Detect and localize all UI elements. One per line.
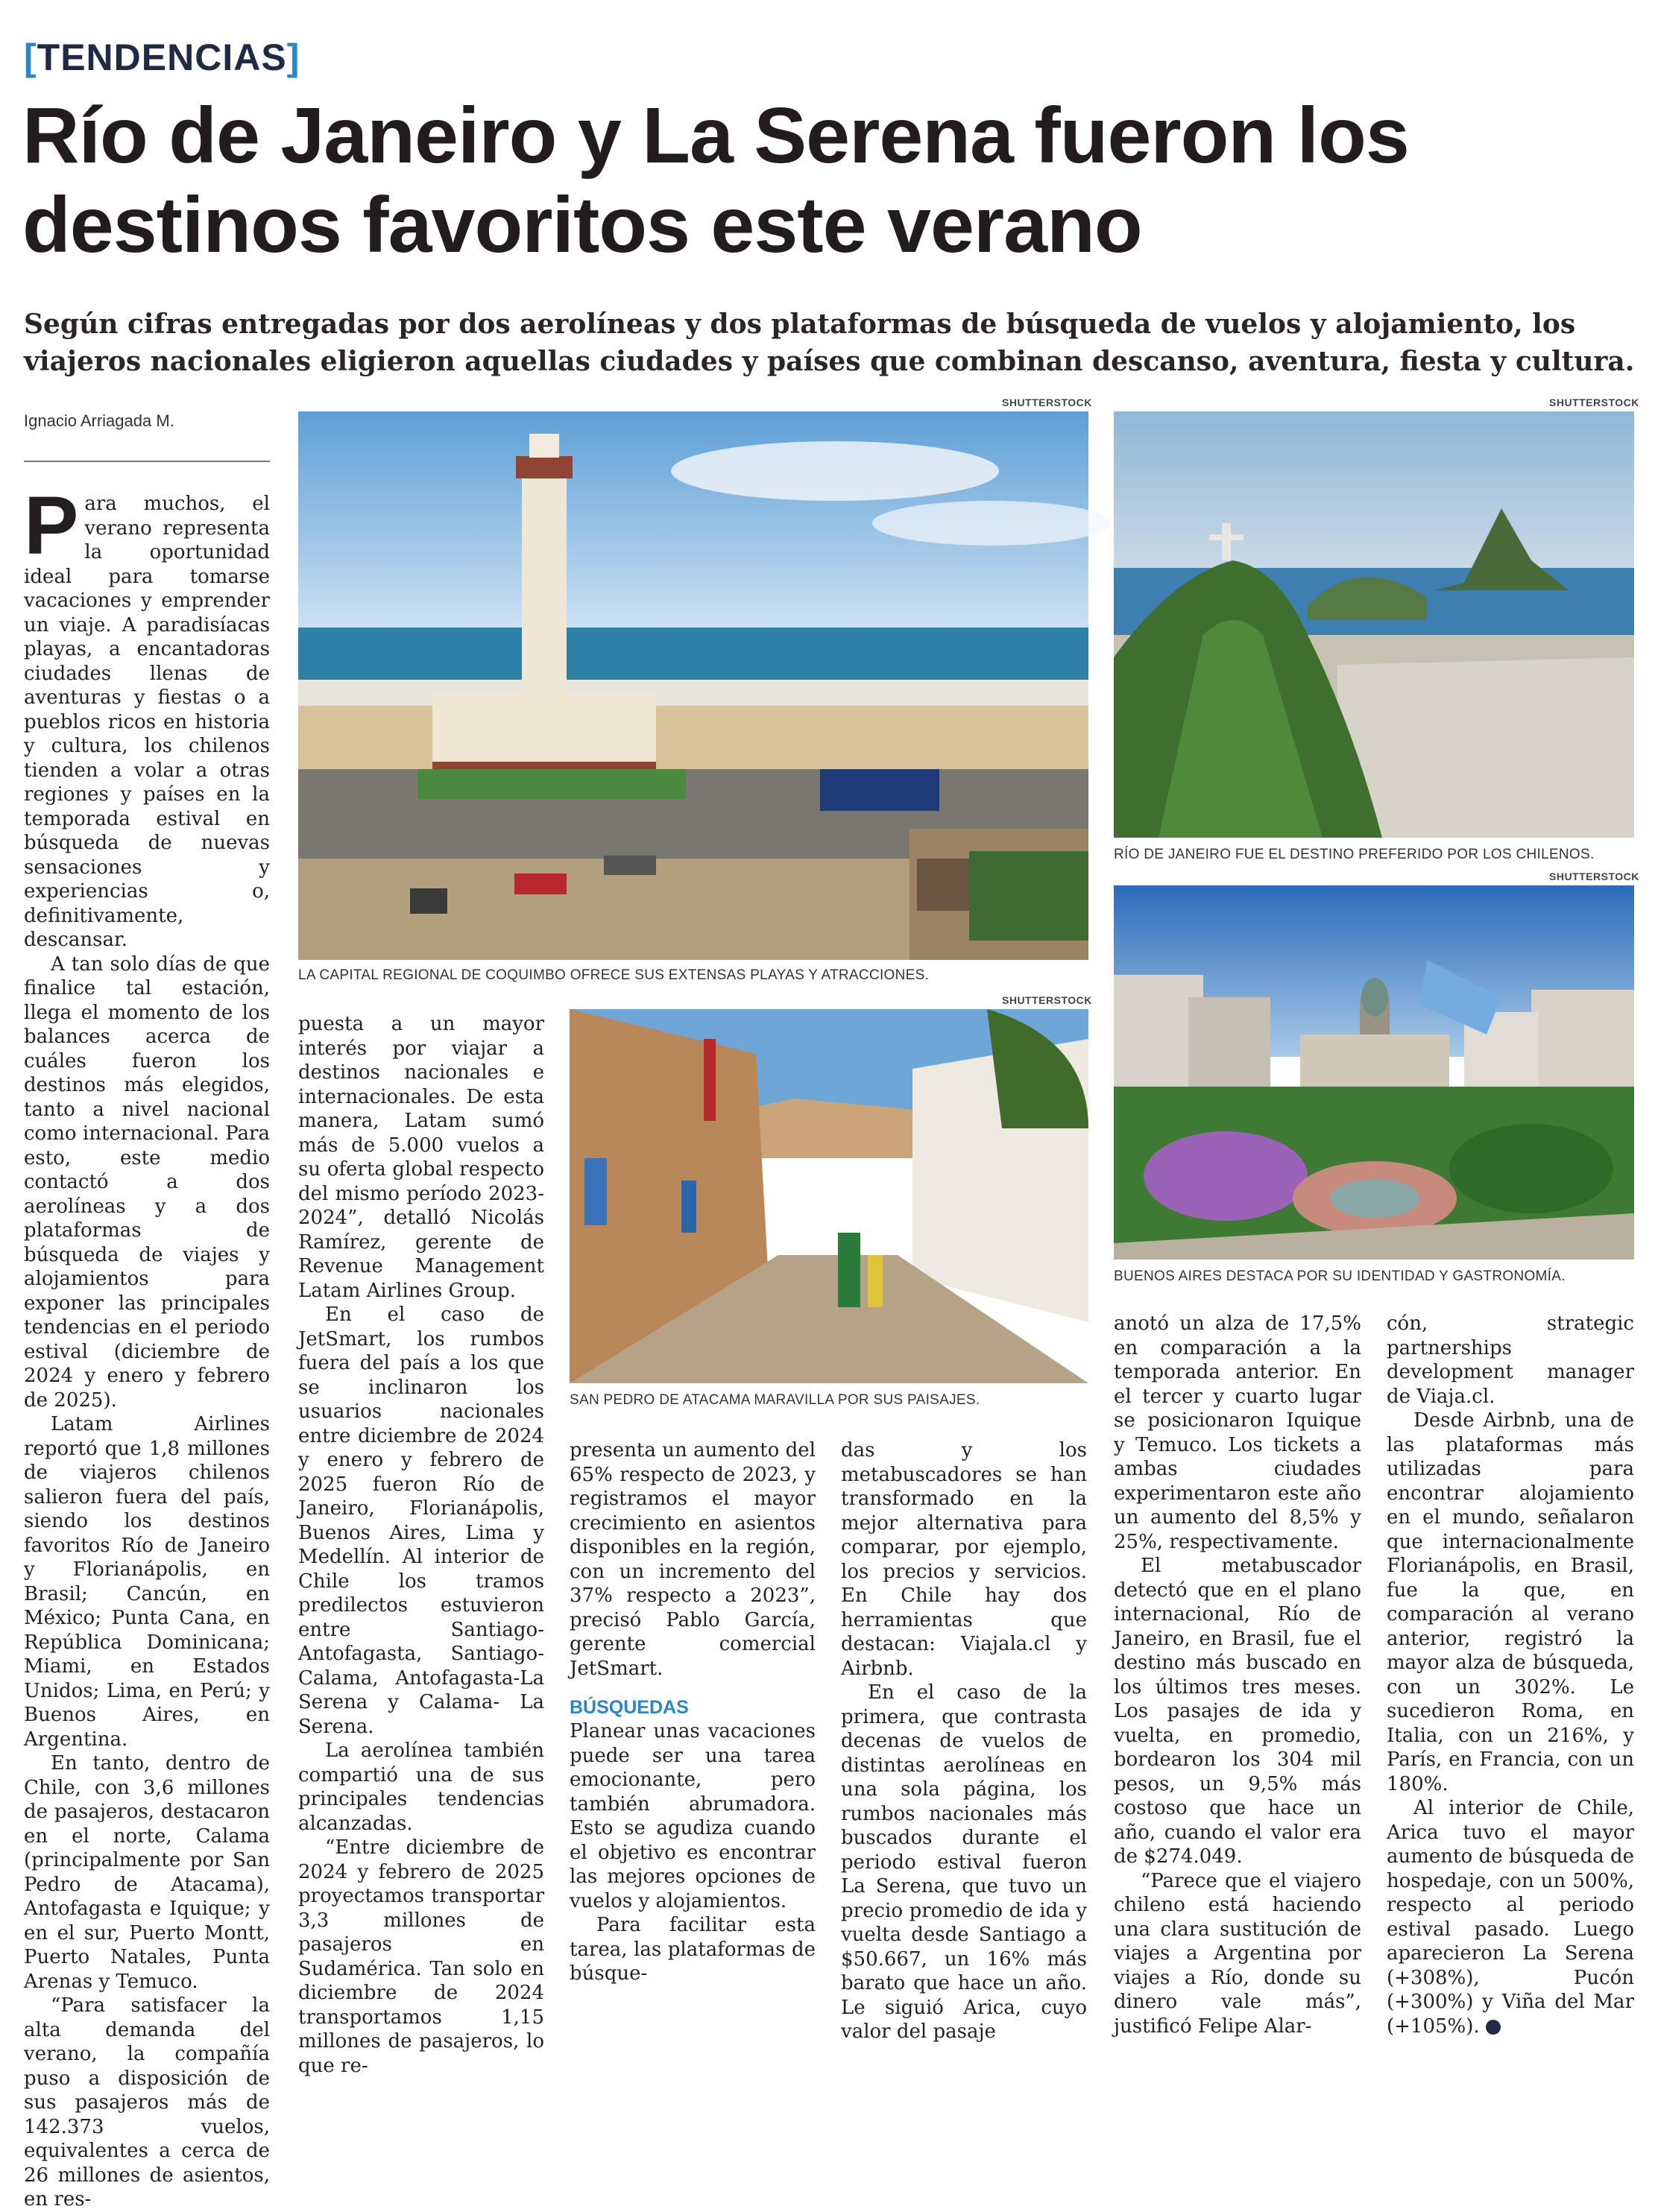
paragraph: anotó un alza de 17,5% en comparación a la temporada anterior. En el tercer y cuarto lugar se posicionaron Iquique y Temuco. Los tickets a ambas ciudades experimentaron este año un aumento del 8,5% y 25%, respectivamente. [1114, 1312, 1361, 1553]
deck: Según cifras entregadas por dos aerolíneas y dos plataformas de búsqueda de vuelos y alojamiento, los viajeros nacionales eligieron aquellas ciudades y países que combinan descanso, aventura, fiesta y cultura. [24, 309, 1635, 377]
paragraph: Para muchos, el verano representa la oportunidad ideal para tomarse vacaciones y emprender un viaje. A paradisíacas playas, a encantadoras ciudades llenas de aventuras y fiestas o a pueblos ricos en historia y cultura, los chilenos tienden a volar a otras regiones y países en la temporada estival en búsqueda de nuevas sensaciones y experiencias o, definitivamente, descansar. [24, 480, 270, 951]
paragraph: Desde Airbnb, una de las plataformas más utilizadas para encontrar alojamiento en el mundo, señalaron que internacionalmente Florianápolis, en Brasil, fue la que, en comparación al verano anterior, registró la mayor alza de búsqueda, con un 302%. Le sucedieron Roma, en Italia, con un 216%, y París, en Francia, con un 180%. [1387, 1409, 1634, 1795]
paragraph: La aerolínea también compartió una de sus principales tendencias alcanzadas. [298, 1739, 544, 1835]
photo-buenos-aires [1114, 885, 1634, 1260]
photo-la-serena-lighthouse [298, 411, 1088, 960]
photo-credit-buenos-aires: SHUTTERSTOCK [1549, 870, 1639, 882]
paragraph: Al interior de Chile, Arica tuvo el mayor aumento de búsqueda de hospedaje, con un 500%, respecto al periodo estival pasado. Luego aparecieron La Serena (+308%), Pucón (+300%) y Viña del Mar (+105%). ✪ [1387, 1797, 1634, 2038]
article-column-1 [24, 480, 270, 2212]
paragraph: cón, strategic partnerships development manager de Viaja.cl. [1387, 1312, 1634, 1408]
paragraph: Latam Airlines reportó que 1,8 millones de viajeros chilenos salieron fuera del país, siendo los destinos favoritos Río de Janeiro y Florianápolis, en Brasil; Cancún, en México; Punta Cana, en República Dominicana; Miami, en Estados Unidos; Lima, en Perú; y Buenos Aires, en Argentina. [24, 1413, 270, 1751]
photo-credit-atacama: SHUTTERSTOCK [1002, 994, 1092, 1006]
photo-caption-la-serena: LA CAPITAL REGIONAL DE COQUIMBO OFRECE SUS EXTENSAS PLAYAS Y ATRACCIONES. [298, 967, 930, 983]
byline: Ignacio Arriagada M. [24, 411, 174, 430]
drop-cap: P [24, 480, 79, 572]
article-column-5 [1114, 1312, 1361, 2038]
photo-san-pedro-de-atacama [570, 1009, 1088, 1383]
paragraph: presenta un aumento del 65% respecto de 2023, y registramos el mayor crecimiento en asientos disponibles en la región, con un incremento del 37% respecto a 2023”, precisó Pablo García, gerente comercial JetSmart. [570, 1439, 816, 1680]
photo-credit-la-serena: SHUTTERSTOCK [1002, 396, 1092, 408]
photo-caption-atacama: SAN PEDRO DE ATACAMA MARAVILLA POR SUS PAISAJES. [570, 1392, 980, 1408]
paragraph: das y los metabuscadores se han transformado en la mejor alternativa para comparar, por ejemplo, los precios y servicios. En Chile hay dos herramientas que destacan: Viajala.cl y Airbnb. [841, 1439, 1087, 1680]
section-label: TENDENCIAS [37, 37, 287, 78]
article-column-3 [570, 1438, 816, 1986]
paragraph: En el caso de la primera, que contrasta decenas de vuelos de distintas aerolíneas en una sola página, los rumbos nacionales más buscados durante el periodo estival fueron La Serena, que tuvo un precio promedio de ida y vuelta desde Santiago a $50.667, un 16% más barato que hace un año. Le siguió Arica, cuyo valor del pasaje [841, 1681, 1087, 2043]
end-of-article-icon: ✪ [1486, 2020, 1501, 2035]
paragraph: “Parece que el viajero chileno está haciendo una clara sustitución de viajes a Argentina por viajes a Río, donde su dinero vale más”, justificó Felipe Alar- [1114, 1869, 1361, 2038]
article-column-2 [298, 1012, 544, 2078]
photo-caption-rio: RÍO DE JANEIRO FUE EL DESTINO PREFERIDO POR LOS CHILENOS. [1114, 847, 1595, 862]
paragraph: puesta a un mayor interés por viajar a destinos nacionales e internacionales. De esta manera, Latam sumó más de 5.000 vuelos a su oferta global respecto del mismo período 2023-2024”, detalló Nicolás Ramírez, gerente de Revenue Management Latam Airlines Group. [298, 1013, 544, 1302]
paragraph: Para facilitar esta tarea, las plataformas de búsque- [570, 1914, 816, 1985]
paragraph: A tan solo días de que finalice tal estación, llega el momento de los balances acerca de cuáles fueron los destinos más elegidos, tanto a nivel nacional como internacional. Para esto, este medio contactó a dos aerolíneas y a dos plataformas de búsqueda de viajes y alojamientos para exponer las principales tendencias en el periodo estival (diciembre de 2024 y enero y febrero de 2025). [24, 952, 270, 1412]
photo-credit-rio: SHUTTERSTOCK [1549, 396, 1639, 408]
article-column-4 [841, 1438, 1087, 2044]
paragraph: El metabuscador detectó que en el plano internacional, Río de Janeiro, en Brasil, fue el destino más buscado en los últimos tres meses. Los pasajes de ida y vuelta, en promedio, bordearon los 304 mil pesos, un 9,5% más costoso que hace un año, cuando el valor era de $274.049. [1114, 1555, 1361, 1868]
paragraph: En el caso de JetSmart, los rumbos fuera del país a los que se inclinaron los usuarios nacionales entre diciembre de 2024 y enero y febrero de 2025 fueron Río de Janeiro, Florianápolis, Buenos Aires, Lima y Medellín. Al interior de Chile los tramos predilectos estuvieron entre Santiago-Antofagasta, Santiago-Calama, Antofagasta-La Serena y Calama- La Serena. [298, 1304, 544, 1738]
subhead-busquedas: BÚSQUEDAS [570, 1697, 689, 1718]
paragraph: En tanto, dentro de Chile, con 3,6 millones de pasajeros, destacaron en el norte, Calama (principalmente por San Pedro de Atacama), Antofagasta e Iquique; y en el sur, Puerto Montt, Puerto Natales, Punta Arenas y Temuco. [24, 1752, 270, 1993]
paragraph: “Entre diciembre de 2024 y febrero de 2025 proyectamos transportar 3,3 millones de pasajeros en Sudamérica. Tan solo en diciembre de 2024 transportamos 1,15 millones de pasajeros, lo que re- [298, 1836, 544, 2077]
byline-divider [24, 461, 270, 462]
paragraph: “Para satisfacer la alta demanda del verano, la compañía puso a disposición de sus pasajeros más de 142.373 vuelos, equivalentes a cerca de 26 millones de asientos, en res- [24, 1994, 270, 2211]
headline: Río de Janeiro y La Serena fueron los destinos favoritos este verano [22, 92, 1409, 269]
article-column-6 [1387, 1312, 1634, 2038]
photo-rio-de-janeiro [1114, 411, 1634, 838]
photo-caption-buenos-aires: BUENOS AIRES DESTACA POR SU IDENTIDAD Y GASTRONOMÍA. [1114, 1268, 1566, 1284]
paragraph: Planear unas vacaciones puede ser una tarea emocionante, pero también abrumadora. Esto se agudiza cuando el objetivo es encontrar las mejores opciones de vuelos y alojamientos. [570, 1720, 816, 1912]
section-tag: [TENDENCIAS] [24, 37, 300, 78]
